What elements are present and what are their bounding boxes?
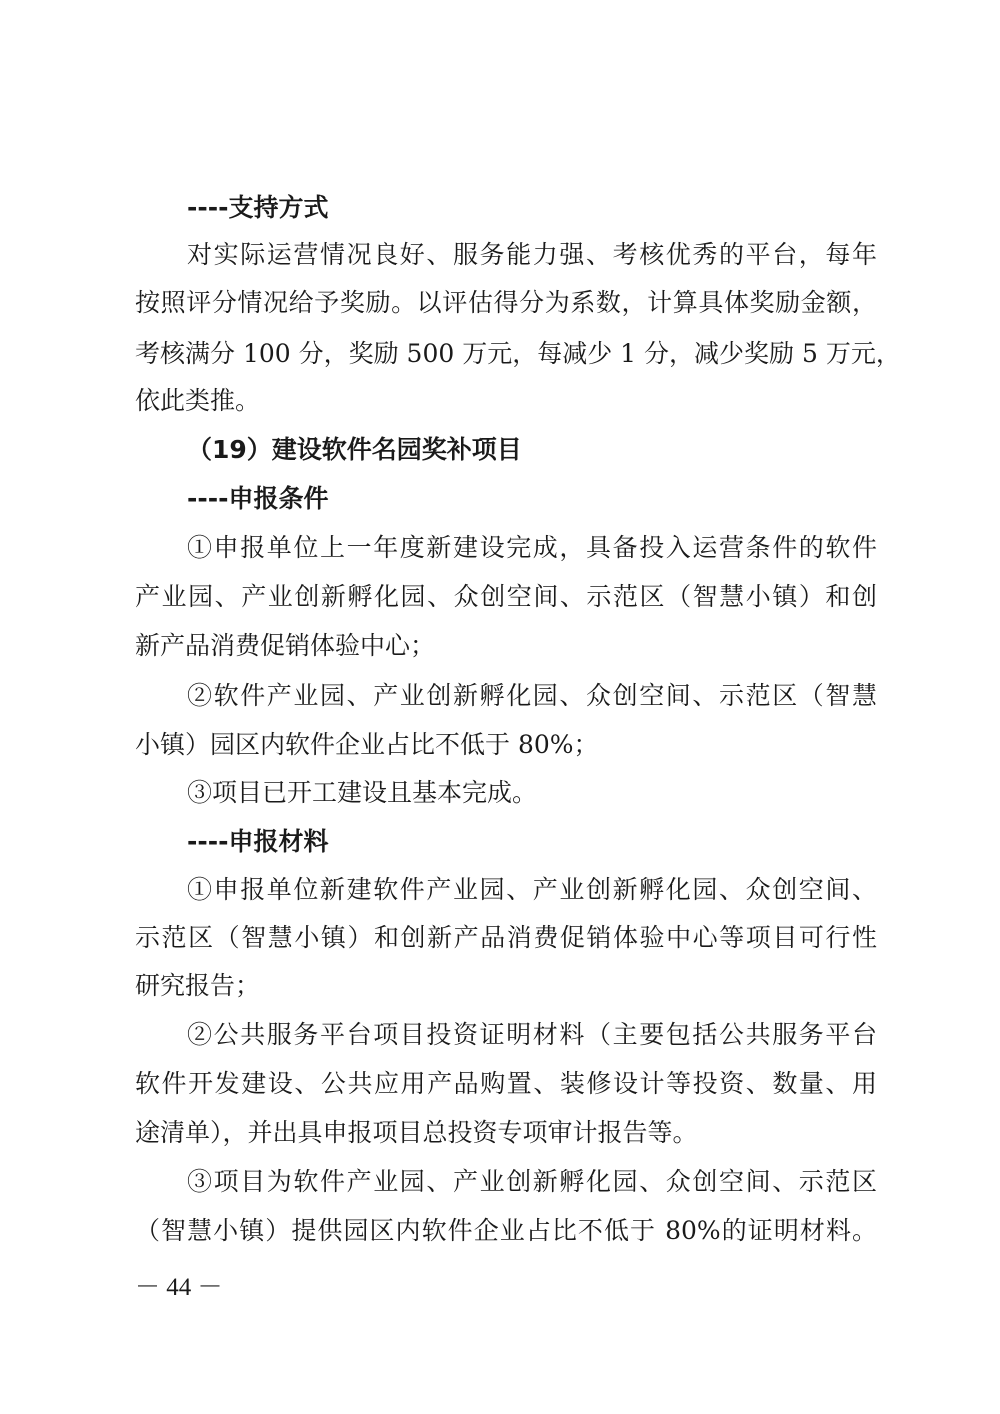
support-method-line: 依此类推。 — [135, 386, 261, 415]
conditions-heading: ----申报条件 — [187, 484, 329, 513]
section-19-title: （19）建设软件名园奖补项目 — [187, 435, 522, 464]
material-line: 途清单），并出具申报项目总投资专项审计报告等。 — [135, 1118, 698, 1147]
material-line: 研究报告； — [135, 971, 261, 1000]
support-method-line: 对实际运营情况良好、服务能力强、考核优秀的平台，每年 — [187, 240, 877, 269]
condition-line: ③项目已开工建设且基本完成。 — [187, 778, 538, 807]
materials-heading: ----申报材料 — [187, 827, 329, 856]
condition-line: 新产品消费促销体验中心； — [135, 631, 436, 660]
condition-line: ②软件产业园、产业创新孵化园、众创空间、示范区（智慧 — [187, 681, 877, 710]
support-method-line: 按照评分情况给予奖励。以评估得分为系数，计算具体奖励金额， — [135, 288, 877, 317]
page-number: － 44 － — [135, 1274, 223, 1301]
support-method-heading: ----支持方式 — [187, 193, 329, 222]
material-line: 软件开发建设、公共应用产品购置、装修设计等投资、数量、用 — [135, 1069, 877, 1098]
material-line: ②公共服务平台项目投资证明材料（主要包括公共服务平台 — [187, 1020, 877, 1049]
material-line: （智慧小镇）提供园区内软件企业占比不低于 80%的证明材料。 — [135, 1216, 877, 1245]
condition-line: ①申报单位上一年度新建设完成，具备投入运营条件的软件 — [187, 533, 877, 562]
support-method-line: 考核满分 100 分，奖励 500 万元，每减少 1 分，减少奖励 5 万元， — [135, 339, 901, 368]
material-line: 示范区（智慧小镇）和创新产品消费促销体验中心等项目可行性 — [135, 923, 877, 952]
condition-line: 产业园、产业创新孵化园、众创空间、示范区（智慧小镇）和创 — [135, 582, 877, 611]
condition-line: 小镇）园区内软件企业占比不低于 80%； — [135, 730, 599, 759]
material-line: ③项目为软件产业园、产业创新孵化园、众创空间、示范区 — [187, 1167, 877, 1196]
material-line: ①申报单位新建软件产业园、产业创新孵化园、众创空间、 — [187, 875, 877, 904]
